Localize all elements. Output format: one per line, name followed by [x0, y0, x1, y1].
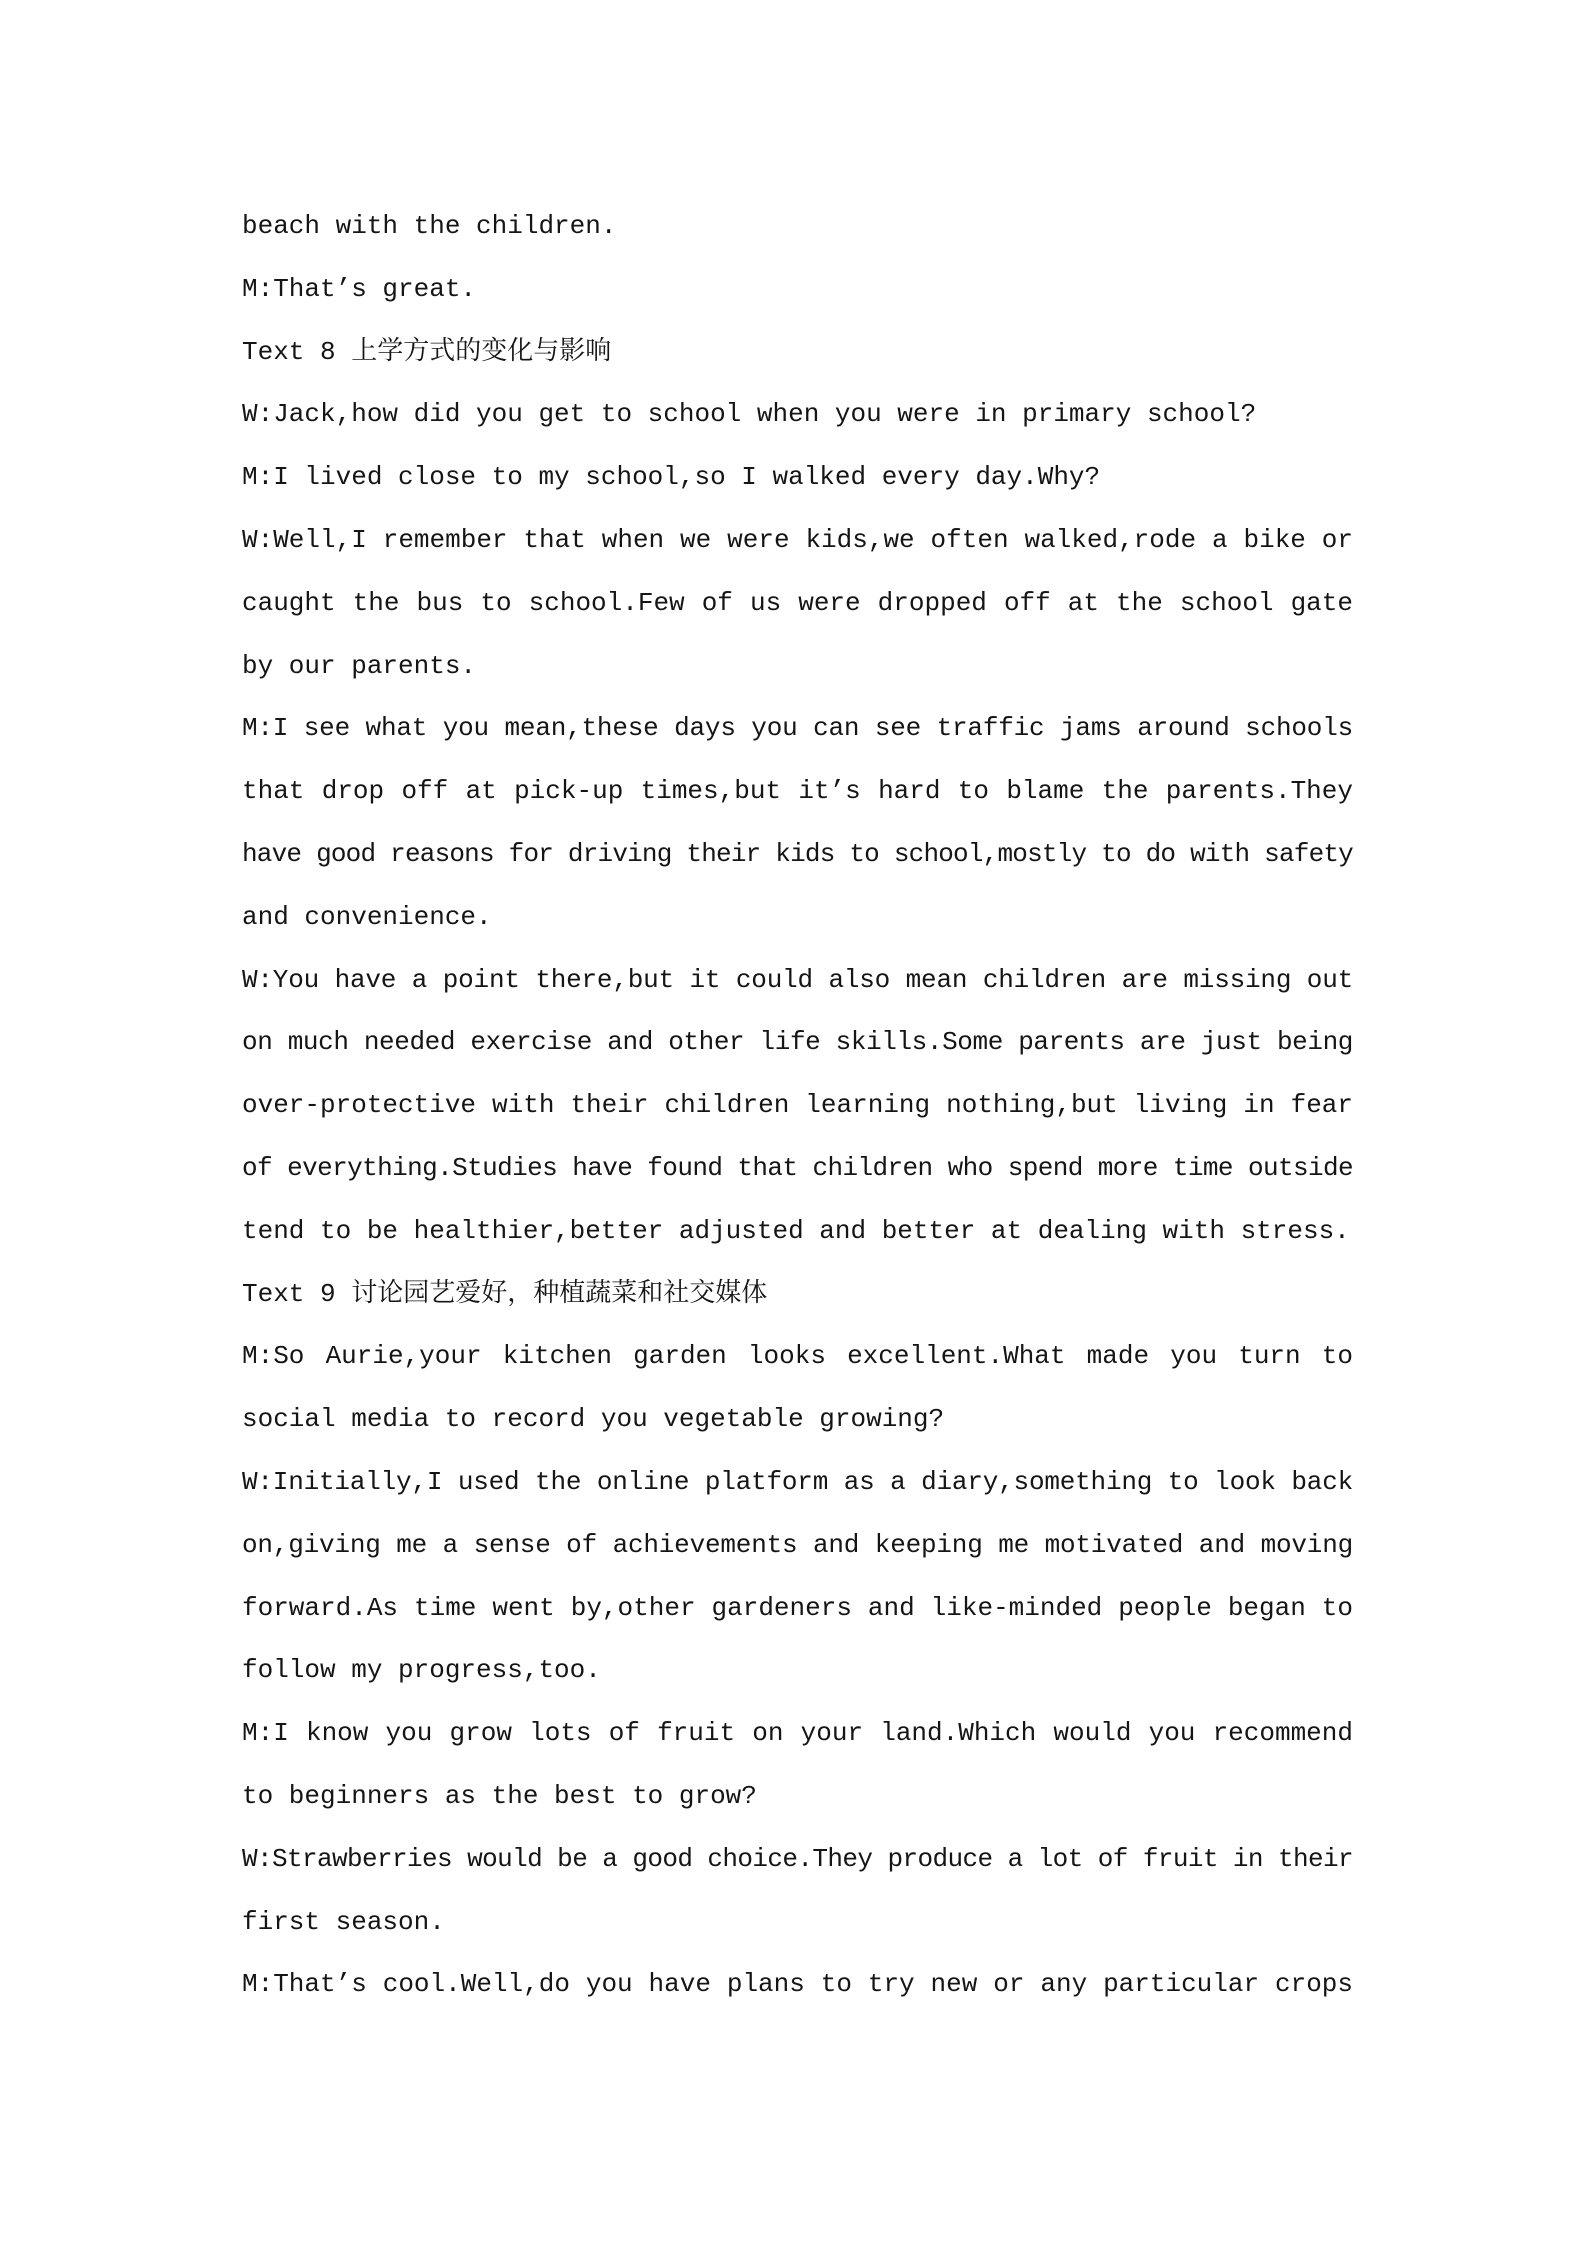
section-heading-text-9	[242, 1263, 1353, 1326]
dialogue-turn	[242, 1702, 1353, 1828]
transcript-text	[242, 195, 1353, 2016]
dialogue-turn	[242, 258, 1353, 321]
dialogue-line: caught the bus to school.Few of us were dropped off at the school gate	[242, 587, 1353, 618]
dialogue-line: by our parents.	[242, 650, 477, 681]
dialogue-line: W:Jack,how did you get to school when you were in primary school?	[242, 399, 1257, 430]
section-heading: Text 9 讨论园艺爱好，种植蔬菜和社交媒体	[242, 1278, 768, 1309]
dialogue-line: over-protective with their children learning nothing,but living in fear	[242, 1090, 1353, 1121]
dialogue-turn	[242, 446, 1353, 509]
dialogue-turn	[242, 697, 1353, 948]
dialogue-line: M:That’s great.	[242, 273, 477, 304]
dialogue-line: tend to be healthier,better adjusted and better at dealing with stress.	[242, 1215, 1350, 1246]
dialogue-line: that drop off at pick-up times,but it’s hard to blame the parents.They	[242, 776, 1353, 807]
dialogue-line: have good reasons for driving their kids to school,mostly to do with safety	[242, 838, 1353, 869]
dialogue-line: W:You have a point there,but it could also mean children are missing out	[242, 964, 1353, 995]
dialogue-line: forward.As time went by,other gardeners and like-minded people began to	[242, 1592, 1353, 1623]
dialogue-line: M:I know you grow lots of fruit on your land.Which would you recommend	[242, 1718, 1353, 1749]
dialogue-line: follow my progress,too.	[242, 1655, 601, 1686]
dialogue-line: W:Strawberries would be a good choice.They produce a lot of fruit in their	[242, 1843, 1353, 1874]
section-heading: Text 8 上学方式的变化与影响	[242, 336, 612, 367]
dialogue-line: on much needed exercise and other life skills.Some parents are just being	[242, 1027, 1353, 1058]
dialogue-line: of everything.Studies have found that children who spend more time outside	[242, 1152, 1353, 1183]
dialogue-line: W:Well,I remember that when we were kids,we often walked,rode a bike or	[242, 524, 1353, 555]
dialogue-turn	[242, 383, 1353, 446]
dialogue-line: M:That’s cool.Well,do you have plans to try new or any particular crops	[242, 1969, 1353, 2000]
dialogue-line: M:I see what you mean,these days you can see traffic jams around schools	[242, 713, 1353, 744]
section-heading-text-8	[242, 321, 1353, 384]
dialogue-turn	[242, 509, 1353, 697]
dialogue-turn	[242, 1451, 1353, 1702]
dialogue-line: on,giving me a sense of achievements and keeping me motivated and moving	[242, 1529, 1353, 1560]
dialogue-turn	[242, 1828, 1353, 1954]
dialogue-line: first season.	[242, 1906, 445, 1937]
dialogue-turn	[242, 1325, 1353, 1451]
dialogue-turn-continued	[242, 1953, 1353, 2016]
dialogue-line: to beginners as the best to grow?	[242, 1780, 757, 1811]
dialogue-line: M:I lived close to my school,so I walked every day.Why?	[242, 462, 1101, 493]
dialogue-line: and convenience.	[242, 901, 492, 932]
dialogue-line: social media to record you vegetable growing?	[242, 1404, 945, 1435]
dialogue-line: beach with the children.	[242, 211, 617, 241]
dialogue-line: W:Initially,I used the online platform as a diary,something to look back	[242, 1466, 1353, 1497]
dialogue-turn	[242, 195, 1353, 258]
dialogue-turn	[242, 949, 1353, 1263]
dialogue-line: M:So Aurie,your kitchen garden looks excellent.What made you turn to	[242, 1341, 1353, 1372]
